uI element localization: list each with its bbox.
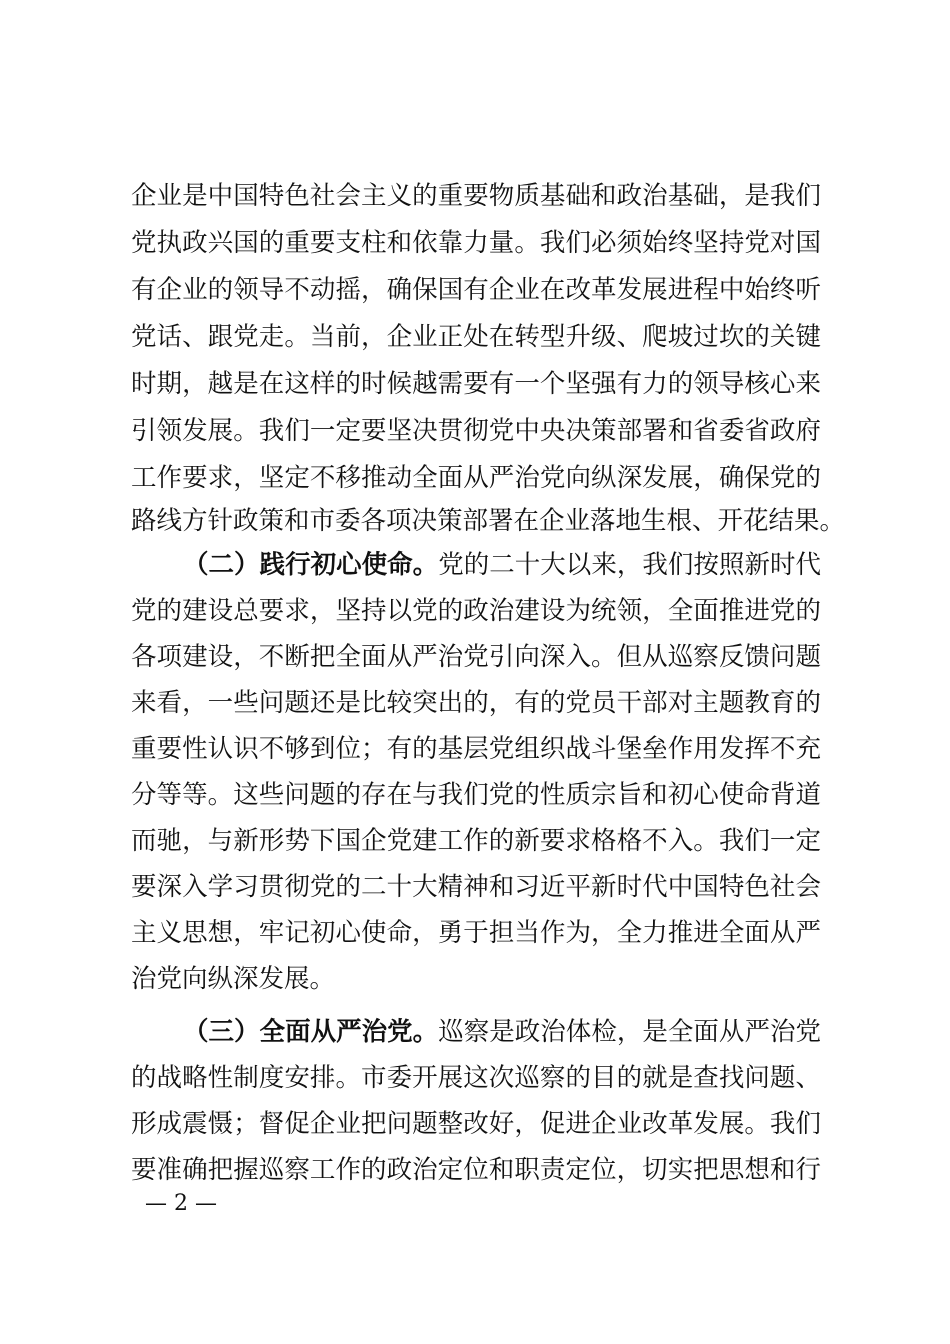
text-line: 形成震慑；督促企业把问题整改好，促进企业改革发展。我们: [131, 1109, 821, 1139]
text-line: 有企业的领导不动摇，确保国有企业在改革发展进程中始终听: [131, 275, 821, 305]
text-line: 来看，一些问题还是比较突出的，有的党员干部对主题教育的: [131, 688, 821, 718]
text-line: 重要性认识不够到位；有的基层党组织战斗堡垒作用发挥不充: [131, 734, 821, 764]
text-line: 要深入学习贯彻党的二十大精神和习近平新时代中国特色社会: [131, 872, 821, 902]
text-line: 工作要求，坚定不移推动全面从严治党向纵深发展，确保党的: [131, 463, 821, 493]
text-line: 各项建设，不断把全面从严治党引向深入。但从巡察反馈问题: [131, 642, 821, 672]
paragraph-first-line: [183, 548, 821, 582]
page-number: — 2 —: [145, 1191, 217, 1216]
text-line: 主义思想，牢记初心使命，勇于担当作为，全力推进全面从严: [131, 918, 821, 948]
text-line: 企业是中国特色社会主义的重要物质基础和政治基础，是我们: [131, 181, 821, 211]
text-line: 的战略性制度安排。市委开展这次巡察的目的就是查找问题、: [131, 1063, 821, 1093]
text-span: 党的二十大以来，我们按照新时代: [438, 550, 821, 580]
text-span: 巡察是政治体检，是全面从严治党: [438, 1017, 821, 1047]
text-line: 治党向纵深发展。: [131, 964, 336, 994]
paragraph-first-line: [183, 1015, 821, 1049]
text-line: 党话、跟党走。当前，企业正处在转型升级、爬坡过坎的关键: [131, 322, 821, 352]
text-line: 要准确把握巡察工作的政治定位和职责定位，切实把思想和行: [131, 1155, 821, 1185]
text-line: 党执政兴国的重要支柱和依靠力量。我们必须始终坚持党对国: [131, 228, 821, 258]
text-line: 分等等。这些问题的存在与我们党的性质宗旨和初心使命背道: [131, 780, 821, 810]
section-heading: （三）全面从严治党。: [183, 1017, 439, 1047]
text-line: 引领发展。我们一定要坚决贯彻党中央决策部署和省委省政府: [131, 416, 821, 446]
text-line: 路线方针政策和市委各项决策部署在企业落地生根、开花结果。: [131, 506, 846, 536]
section-heading: （二）践行初心使命。: [183, 550, 439, 580]
text-line: 党的建设总要求，坚持以党的政治建设为统领，全面推进党的: [131, 596, 821, 626]
text-line: 时期，越是在这样的时候越需要有一个坚强有力的领导核心来: [131, 369, 821, 399]
text-line: 而驰，与新形势下国企党建工作的新要求格格不入。我们一定: [131, 826, 821, 856]
